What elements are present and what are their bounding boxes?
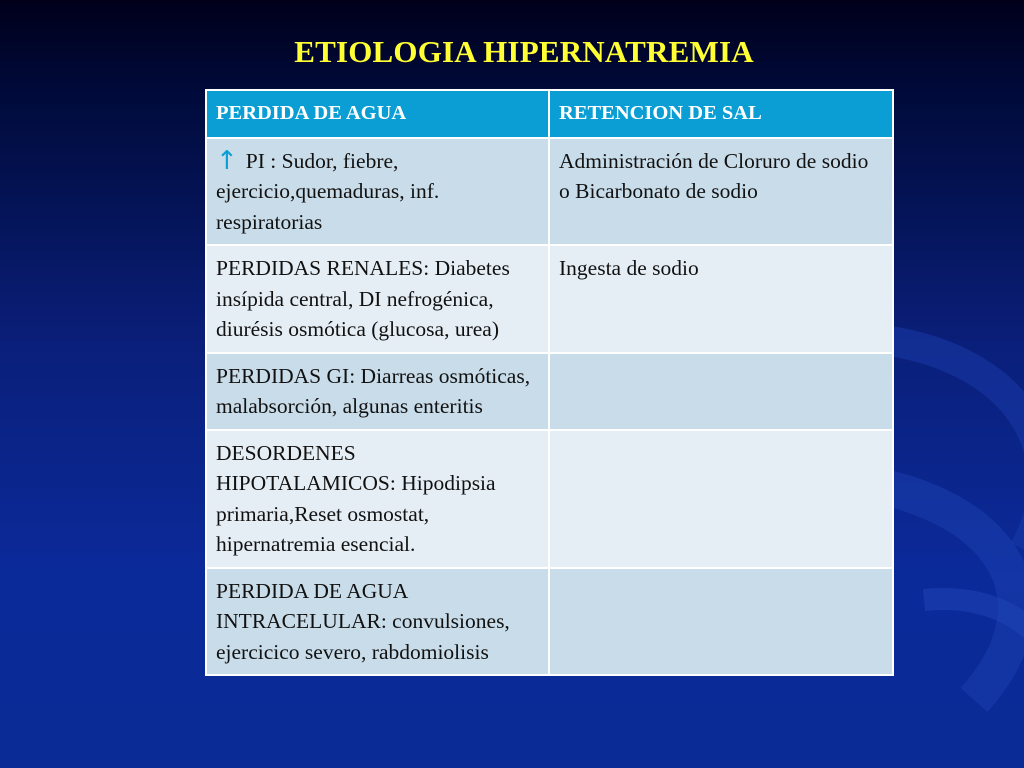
table-row	[206, 568, 893, 676]
table-cell	[206, 138, 549, 246]
table-cell: Ingesta de sodio	[549, 245, 893, 353]
table-cell: PERDIDA DE AGUA INTRACELULAR: convulsiones, ejercicico severo, rabdomiolisis	[206, 568, 549, 676]
up-arrow-icon: ↑	[216, 145, 238, 176]
table-row	[206, 430, 893, 568]
table-row	[206, 353, 893, 430]
table-cell: PERDIDAS RENALES: Diabetes insípida central, DI nefrogénica, diurésis osmótica (glucosa, urea)	[206, 245, 549, 353]
table-cell: DESORDENES HIPOTALAMICOS: Hipodipsia primaria,Reset osmostat, hipernatremia esencial.	[206, 430, 549, 568]
table-header-row	[206, 90, 893, 138]
table-row	[206, 245, 893, 353]
table-cell	[549, 430, 893, 568]
cell-text: PI : Sudor, fiebre, ejercicio,quemaduras, inf. respiratorias	[216, 148, 440, 234]
header-retencion-de-sal: RETENCION DE SAL	[549, 90, 893, 138]
etiology-table	[205, 89, 894, 676]
slide-title: ETIOLOGIA HIPERNATREMIA	[294, 34, 754, 69]
table-cell	[549, 353, 893, 430]
table-row	[206, 138, 893, 246]
table-cell: PERDIDAS GI: Diarreas osmóticas, malabsorción, algunas enteritis	[206, 353, 549, 430]
table-cell: Administración de Cloruro de sodio o Bicarbonato de sodio	[549, 138, 893, 246]
header-perdida-de-agua: PERDIDA DE AGUA	[206, 90, 549, 138]
table-cell	[549, 568, 893, 676]
